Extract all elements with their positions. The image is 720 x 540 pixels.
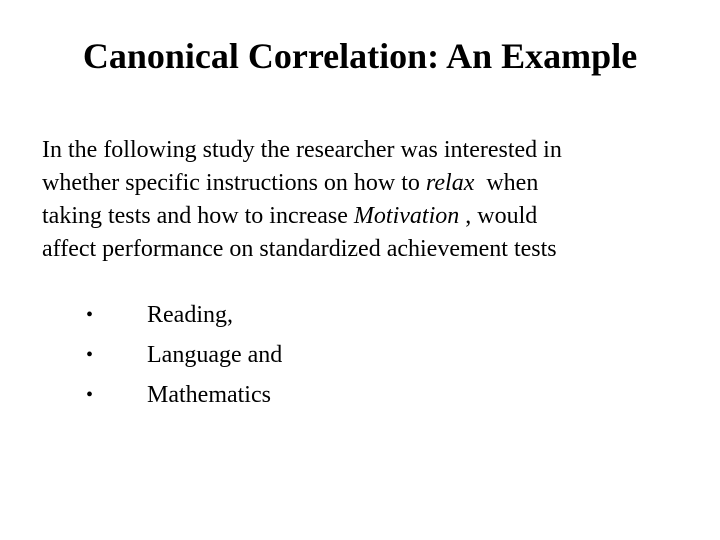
bullet-text-reading: Reading, — [147, 302, 233, 328]
intro-line-1 — [42, 134, 702, 167]
list-item — [0, 335, 720, 375]
intro-line-1-text: In the following study the researcher was interested in — [42, 137, 562, 163]
bullet-list — [0, 295, 720, 415]
list-item — [0, 295, 720, 335]
bullet-text-mathematics: Mathematics — [147, 382, 271, 408]
bullet-text-language: Language and — [147, 342, 283, 368]
intro-line-3-before: taking tests and how to increase — [42, 203, 354, 229]
bullet-icon: • — [86, 344, 94, 366]
bullet-icon: • — [86, 304, 94, 326]
emphasis-relax: relax — [425, 170, 475, 196]
intro-line-4 — [42, 233, 702, 266]
intro-line-2-before: whether specific instructions on how to — [42, 170, 426, 196]
intro-line-3-after: , would — [459, 203, 538, 229]
intro-line-2-after: when — [474, 170, 539, 196]
intro-line-4-text: affect performance on standardized achievement tests — [42, 236, 557, 262]
intro-paragraph — [42, 134, 702, 266]
intro-line-3 — [42, 200, 702, 233]
list-item — [0, 375, 720, 415]
intro-line-2 — [42, 167, 702, 200]
emphasis-motivation: Motivation — [353, 203, 460, 229]
bullet-icon: • — [86, 384, 94, 406]
slide-title: Canonical Correlation: An Example — [82, 36, 638, 76]
